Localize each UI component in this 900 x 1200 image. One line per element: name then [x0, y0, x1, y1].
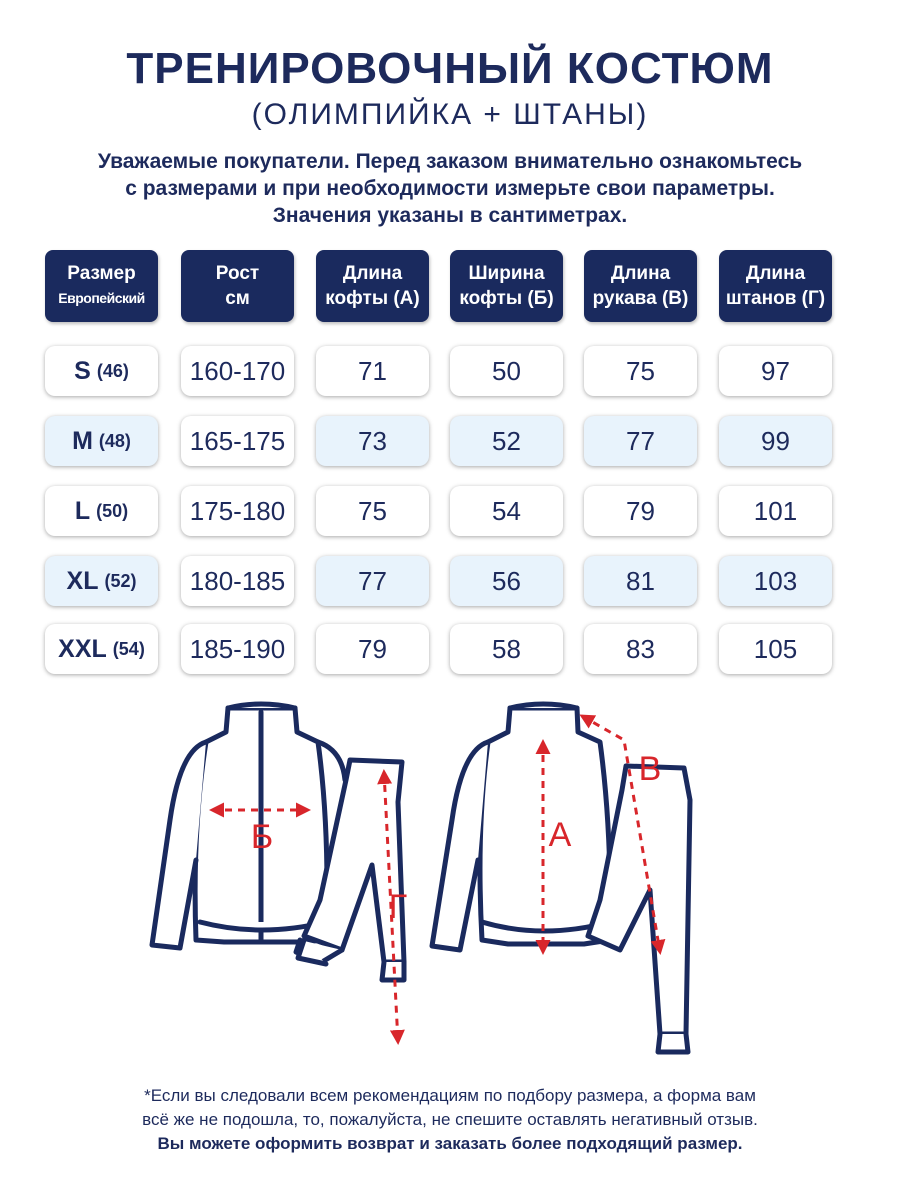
table-cell-v: 83	[584, 624, 697, 674]
jacket-front-drawing	[152, 704, 404, 980]
footer-note	[10, 1084, 890, 1156]
header-jacket-length: Длина кофты (А)	[316, 250, 429, 322]
table-cell-g: 101	[719, 486, 832, 536]
table-cell-v: 75	[584, 346, 697, 396]
table-cell-height: 165-175	[181, 416, 294, 466]
intro-text	[20, 148, 880, 229]
table-cell-size: M (48)	[45, 416, 158, 466]
table-cell-v: 81	[584, 556, 697, 606]
table-cell-v: 79	[584, 486, 697, 536]
intro-line: с размерами и при необходимости измерьте свои параметры.	[125, 177, 775, 200]
table-cell-height: 160-170	[181, 346, 294, 396]
table-cell-b: 58	[450, 624, 563, 674]
table-cell-b: 50	[450, 346, 563, 396]
table-cell-size: XL (52)	[45, 556, 158, 606]
label-g: Г	[388, 888, 408, 926]
label-v: В	[638, 750, 662, 788]
footer-line: всё же не подошла, то, пожалуйста, не спешите оставлять негативный отзыв.	[142, 1110, 758, 1129]
header-pants-length: Длина штанов (Г)	[719, 250, 832, 322]
footer-line-bold: Вы можете оформить возврат и заказать более подходящий размер.	[157, 1134, 743, 1153]
table-cell-b: 52	[450, 416, 563, 466]
measurement-diagram	[0, 690, 900, 1080]
page-subtitle: (ОЛИМПИЙКА + ШТАНЫ)	[251, 98, 649, 131]
table-cell-height: 180-185	[181, 556, 294, 606]
table-cell-g: 99	[719, 416, 832, 466]
intro-line: Значения указаны в сантиметрах.	[272, 204, 628, 227]
table-cell-a: 73	[316, 416, 429, 466]
table-cell-g: 103	[719, 556, 832, 606]
page-title: ТРЕНИРОВОЧНЫЙ КОСТЮМ	[126, 44, 774, 93]
label-b: Б	[250, 818, 274, 856]
header-jacket-width: Ширина кофты (Б)	[450, 250, 563, 322]
table-cell-size: L (50)	[45, 486, 158, 536]
header-height: Рост см	[181, 250, 294, 322]
label-a: А	[548, 816, 572, 854]
table-cell-g: 105	[719, 624, 832, 674]
footer-line: *Если вы следовали всем рекомендациям по подбору размера, а форма вам	[144, 1086, 756, 1105]
table-cell-a: 77	[316, 556, 429, 606]
table-cell-height: 175-180	[181, 486, 294, 536]
header-size: Размер Европейский	[45, 250, 158, 322]
table-cell-b: 56	[450, 556, 563, 606]
table-cell-b: 54	[450, 486, 563, 536]
table-cell-size: S (46)	[45, 346, 158, 396]
table-cell-a: 71	[316, 346, 429, 396]
intro-line: Уважаемые покупатели. Перед заказом внимательно ознакомьтесь	[97, 150, 803, 173]
table-cell-v: 77	[584, 416, 697, 466]
table-cell-size: XXL (54)	[45, 624, 158, 674]
table-cell-a: 79	[316, 624, 429, 674]
table-cell-a: 75	[316, 486, 429, 536]
table-cell-height: 185-190	[181, 624, 294, 674]
header-sleeve-length: Длина рукава (В)	[584, 250, 697, 322]
table-cell-g: 97	[719, 346, 832, 396]
